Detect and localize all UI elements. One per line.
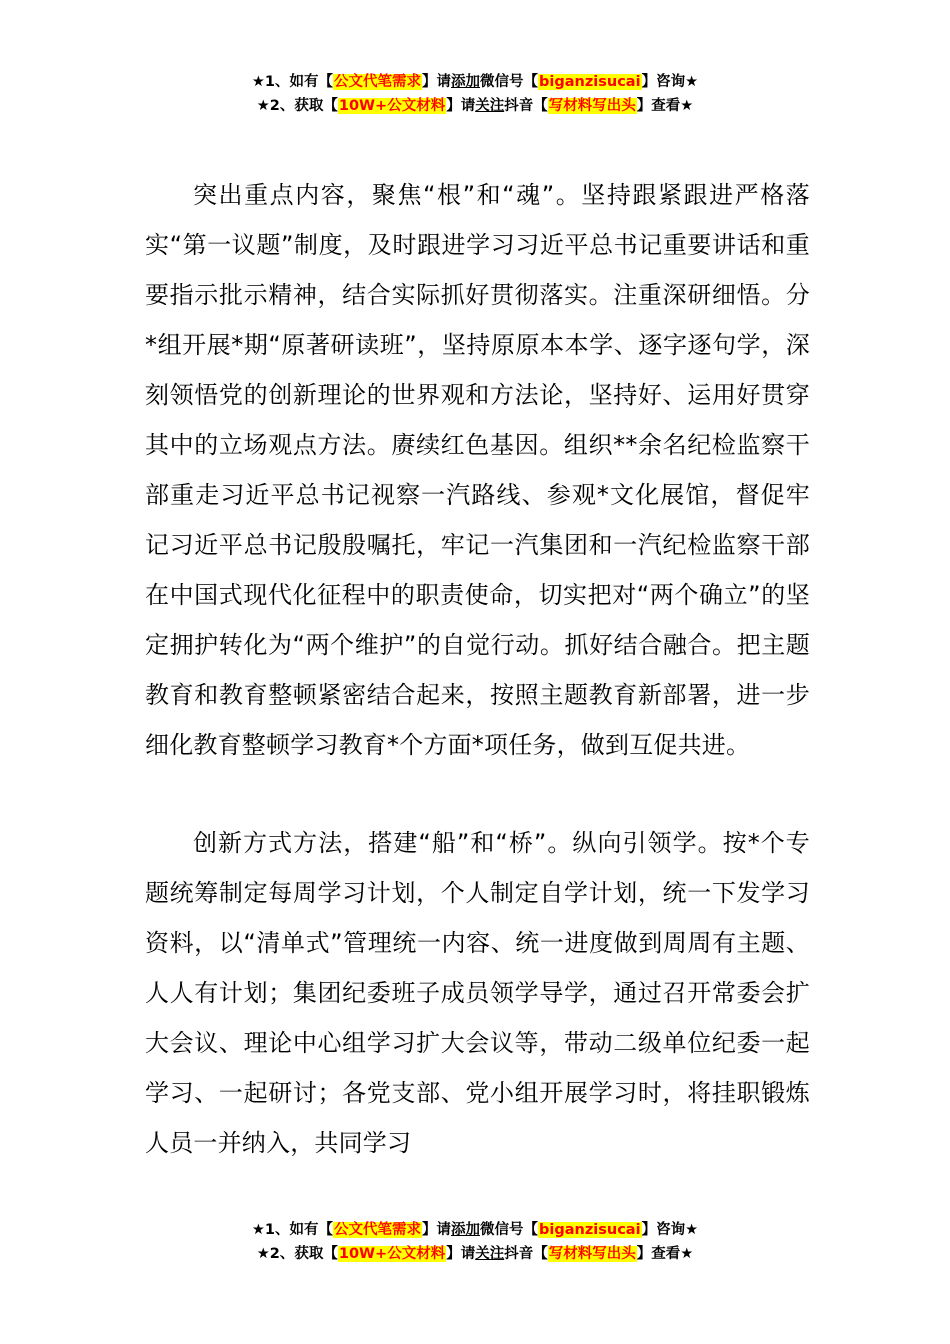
- highlighted-text: 写材料写出头: [548, 1246, 636, 1262]
- banner-text: ★1、如有【: [251, 74, 334, 90]
- header-banner: [0, 70, 950, 118]
- banner-line-1: [0, 70, 950, 94]
- body-paragraph: 突出重点内容，聚焦“根”和“魂”。坚持跟紧跟进严格落实“第一议题”制度，及时跟进学习习近平总书记重要讲话和重要指示批示精神，结合实际抓好贯彻落实。注重深研细悟。分*组开展*期“原著研读班”，坚持原原本本学、逐字逐句学，深刻领悟党的创新理论的世界观和方法论，坚持好、运用好贯穿其中的立场观点方法。赓续红色基因。组织**余名纪检监察干部重走习近平总书记视察一汽路线、参观*文化展馆，督促牢记习近平总书记殷殷嘱托，牢记一汽集团和一汽纪检监察干部在中国式现代化征程中的职责使命，切实把对“两个确立”的坚定拥护转化为“两个维护”的自觉行动。抓好结合融合。把主题教育和教育整顿紧密结合起来，按照主题教育新部署，进一步细化教育整顿学习教育*个方面*项任务，做到互促共进。: [145, 181, 810, 759]
- banner-text: 】请: [422, 74, 452, 90]
- highlighted-text: biganzisucai: [539, 1222, 641, 1238]
- highlighted-text: 10W+公文材料: [338, 98, 446, 114]
- banner-line-2: [0, 94, 950, 118]
- highlighted-text: biganzisucai: [539, 74, 641, 90]
- highlighted-text: 公文代笔需求: [334, 1222, 422, 1238]
- banner-text: ★2、获取【: [256, 98, 338, 114]
- banner-text: 】查看★: [636, 98, 694, 114]
- banner-text: 微信号【: [480, 74, 539, 90]
- highlighted-text: 10W+公文材料: [338, 1246, 446, 1262]
- underlined-text: 关注: [475, 98, 505, 114]
- banner-text: 】咨询★: [641, 74, 699, 90]
- body-paragraph: 创新方式方法，搭建“船”和“桥”。纵向引领学。按*个专题统筹制定每周学习计划，个人制定自学计划，统一下发学习资料，以“清单式”管理统一内容、统一进度做到周周有主题、人人有计划；集团纪委班子成员领学导学，通过召开常委会扩大会议、理论中心组学习扩大会议等，带动二级单位纪委一起学习、一起研讨；各党支部、党小组开展学习时，将挂职锻炼人员一并纳入，共同学习: [145, 829, 810, 1157]
- document-body: [145, 170, 810, 1168]
- underlined-text: 添加: [451, 1222, 481, 1238]
- banner-text: 】请: [446, 1246, 476, 1262]
- banner-text: ★2、获取【: [256, 1246, 338, 1262]
- highlighted-text: 写材料写出头: [548, 98, 636, 114]
- underlined-text: 添加: [451, 74, 481, 90]
- banner-text: 】请: [446, 98, 476, 114]
- banner-text: ★1、如有【: [251, 1222, 334, 1238]
- banner-text: 】咨询★: [641, 1222, 699, 1238]
- banner-text: 微信号【: [480, 1222, 539, 1238]
- footer-banner: [0, 1218, 950, 1266]
- banner-text: 】查看★: [636, 1246, 694, 1262]
- banner-text: 】请: [422, 1222, 452, 1238]
- banner-line-1: [0, 1218, 950, 1242]
- highlighted-text: 公文代笔需求: [334, 74, 422, 90]
- banner-line-2: [0, 1242, 950, 1266]
- underlined-text: 关注: [475, 1246, 505, 1262]
- banner-text: 抖音【: [504, 98, 548, 114]
- banner-text: 抖音【: [504, 1246, 548, 1262]
